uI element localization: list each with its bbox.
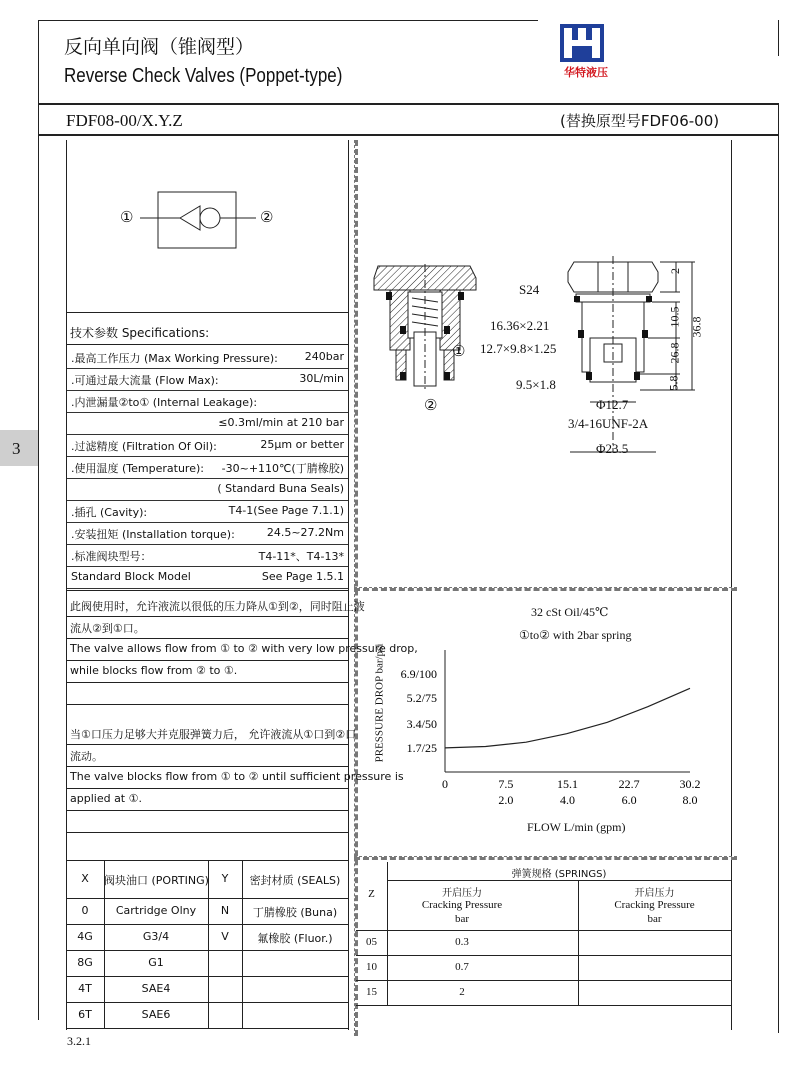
frame-right-lower: [778, 103, 779, 1033]
dim-vertical-36-8: 36.8: [689, 316, 704, 338]
chart-x-tick-label: 7.5: [498, 777, 514, 791]
porting-cell: SAE4: [141, 982, 171, 995]
porting-cell: 丁腈橡胶 (Buna): [252, 906, 338, 919]
symbol-box-bottom: [66, 312, 348, 313]
description-rule: [66, 788, 348, 789]
dim-thread: 3/4-16UNF-2A: [568, 416, 649, 431]
replacement-model: (替换原型号FDF06-00): [560, 112, 720, 130]
chart-x-tick-label-gpm: 6.0: [621, 793, 637, 807]
porting-cell: V: [221, 930, 229, 943]
porting-cell: G3/4: [142, 930, 170, 943]
chart-y-tick-label: 5.2/75: [406, 691, 437, 706]
spec-row: [67, 390, 348, 413]
description-rule: [66, 638, 348, 639]
side-tab-label: 3: [12, 439, 21, 458]
title-cn: 反向单向阀（锥阀型）: [64, 36, 255, 58]
spec-value: T4-11*、T4-13*: [258, 550, 344, 563]
description-line: while blocks flow from ② to ①.: [70, 664, 238, 677]
section-divider-1: [354, 587, 737, 591]
hydraulic-symbol: [120, 190, 290, 250]
porting-header-line: [66, 898, 348, 899]
chart-title: 32 cSt Oil/45℃: [531, 605, 609, 619]
spring-col1-unit: bar: [454, 913, 470, 925]
spec-label: .使用温度 (Temperature):: [71, 462, 204, 475]
chart-x-tick-label-gpm: 4.0: [560, 793, 575, 807]
spring-group-line: [387, 880, 731, 881]
description-rule: [66, 832, 348, 833]
description-line: 当①口压力足够大并克服弹簧力后， 允许液流从①口到②口: [70, 728, 357, 741]
porting-table-top: [66, 860, 348, 861]
spring-z-cell: 15: [366, 986, 377, 998]
description-rule: [66, 766, 348, 767]
spec-label: .内泄漏量②to① (Internal Leakage):: [71, 396, 258, 409]
specs-heading: 技术参数 Specifications:: [70, 326, 210, 340]
spec-value: 30L/min: [299, 372, 344, 385]
spec-row: [67, 346, 348, 369]
spring-col2-en: Cracking Pressure: [614, 899, 695, 911]
spring-col1-en: Cracking Pressure: [421, 899, 503, 911]
porting-cell: G1: [148, 956, 164, 969]
header-divider-bottom: [38, 134, 778, 136]
porting-row-line: [66, 950, 348, 951]
spring-value-cell: 0.7: [455, 961, 469, 973]
chart-x-label: FLOW L/min (gpm): [527, 820, 626, 834]
spec-value: ( Standard Buna Seals): [217, 482, 344, 495]
spring-col1-cn: 开启压力: [442, 888, 482, 899]
porting-cell: Cartridge Olny: [115, 904, 197, 917]
section-port-1: ①: [452, 344, 466, 360]
description-rule: [66, 660, 348, 661]
right-panel-border: [731, 140, 732, 1030]
spring-value-cell: 0.3: [455, 936, 469, 948]
description-line: 流从②到①口。: [70, 622, 145, 635]
spec-label: .可通过最大流量 (Flow Max):: [71, 374, 219, 387]
description-line: The valve blocks flow from ① to ② until sufficient pressure is: [70, 770, 404, 783]
model-code: FDF08-00/X.Y.Z: [66, 111, 183, 130]
spec-row: [67, 412, 348, 435]
dim-diameter-1: Φ12.7: [596, 397, 629, 412]
section-port-2: ②: [424, 398, 438, 414]
dim-seal-3: 9.5×1.8: [516, 377, 556, 392]
chart-x-tick-label: 0: [442, 777, 448, 791]
spec-value: ≤0.3ml/min at 210 bar: [218, 416, 344, 429]
spring-value-cell: 2: [459, 986, 465, 998]
side-tab: [0, 430, 38, 466]
spring-col2-cn: 开启压力: [634, 888, 675, 899]
porting-header: X: [81, 872, 89, 885]
chart-y-tick-label: 6.9/100: [400, 667, 437, 682]
spec-value: See Page 1.5.1: [261, 570, 344, 583]
pressure-drop-chart: [390, 640, 710, 840]
spec-row: [67, 478, 348, 501]
porting-row-line: [66, 976, 348, 977]
spring-header-line: [356, 930, 731, 931]
porting-header: 阀块油口 (PORTING): [104, 874, 209, 887]
chart-x-tick-label-gpm: 2.0: [498, 793, 514, 807]
chart-x-tick-label-gpm: 8.0: [682, 793, 698, 807]
dim-wrench: S24: [519, 282, 540, 297]
spec-label: .标准阀块型号：: [71, 550, 152, 563]
frame-right: [778, 20, 779, 56]
spec-value: -30~+110℃(丁腈橡胶): [221, 462, 344, 475]
specs-heading-line: [66, 344, 348, 345]
spec-row: [67, 368, 348, 391]
description-rule: [66, 744, 348, 745]
spring-z-header: Z: [368, 888, 375, 900]
spring-group-header: 弹簧规格 (SPRINGS): [511, 869, 607, 880]
spec-row: [67, 566, 348, 589]
dim-seal-1: 16.36×2.21: [490, 318, 550, 333]
porting-cell: 4G: [77, 930, 93, 943]
symbol-port-1: ①: [120, 210, 134, 226]
chart-subtitle: ①to② with 2bar spring: [519, 628, 632, 642]
spec-label: .插孔 (Cavity):: [71, 506, 148, 519]
spec-label: .安装扭矩 (Installation torque):: [71, 528, 235, 541]
dim-vertical-10-5: 10.5: [667, 306, 682, 328]
company-logo: [556, 22, 616, 84]
porting-row-line: [66, 924, 348, 925]
description-line: The valve allows flow from ① to ② with very low pressure drop,: [70, 642, 418, 655]
frame-top: [38, 20, 538, 21]
spring-z-cell: 05: [366, 936, 377, 948]
porting-col-line: [348, 860, 349, 1028]
porting-cell: 8G: [77, 956, 93, 969]
spec-row: [67, 522, 348, 545]
spec-label: .最高工作压力 (Max Working Pressure):: [71, 352, 278, 365]
porting-cell: 4T: [78, 982, 92, 995]
porting-row-line: [66, 1028, 348, 1029]
chart-y-tick-label: 3.4/50: [406, 716, 437, 731]
header-divider-top: [38, 103, 778, 105]
porting-cell: N: [220, 904, 230, 917]
porting-row-line: [66, 1002, 348, 1003]
spec-value: T4-1(See Page 7.1.1): [228, 504, 344, 517]
spec-value: 24.5~27.2Nm: [266, 526, 344, 539]
spec-label: .过滤精度 (Filtration Of Oil):: [71, 440, 217, 453]
porting-cell: 0: [81, 904, 89, 917]
chart-x-tick-label: 22.7: [618, 777, 640, 791]
dim-seal-2: 12.7×9.8×1.25: [480, 341, 557, 356]
dim-diameter-2: Φ23.5: [596, 441, 629, 456]
description-line: 流动。: [70, 750, 103, 763]
dimension-drawing: [560, 252, 730, 467]
spring-col2-unit: bar: [647, 913, 662, 925]
porting-cell: 氟橡胶 (Fluor.): [257, 932, 333, 945]
page-number: 3.2.1: [67, 1034, 91, 1048]
spring-row-line: [356, 980, 731, 981]
description-line: applied at ①.: [70, 792, 142, 805]
porting-header: 密封材质 (SEALS): [249, 874, 341, 887]
description-rule: [66, 810, 348, 811]
chart-x-tick-label: 15.1: [557, 777, 578, 791]
chart-y-label: PRESSURE DROP bar/psi: [373, 643, 386, 763]
porting-cell: SAE6: [141, 1008, 171, 1021]
spring-row-line: [356, 1005, 731, 1006]
spec-row: [67, 544, 348, 567]
title-en: Reverse Check Valves (Poppet-type): [64, 65, 343, 87]
spec-value: 240bar: [304, 350, 344, 363]
spec-row: [67, 456, 348, 479]
dim-vertical-26-8: 26.8: [667, 342, 682, 364]
porting-cell: 6T: [78, 1008, 92, 1021]
spring-row-line: [356, 955, 731, 956]
description-rule: [66, 682, 348, 683]
dim-vertical-5-8: 5.8: [666, 375, 681, 391]
spec-label: Standard Block Model: [71, 570, 191, 583]
specs-bottom-line: [66, 590, 348, 591]
description-rule: [66, 704, 348, 705]
spec-value: 25μm or better: [260, 438, 344, 451]
chart-x-tick-label: 30.2: [679, 777, 701, 791]
description-rule: [66, 616, 348, 617]
spec-row: [67, 500, 348, 523]
chart-y-tick-label: 1.7/25: [406, 740, 437, 755]
dim-vertical-2: 2: [668, 268, 682, 274]
chart-series-line: [445, 688, 690, 748]
frame-left: [38, 20, 39, 1020]
symbol-port-2: ②: [260, 210, 274, 226]
description-line: 此阀使用时，允许液流以很低的压力降从①到②，同时阻止液: [70, 600, 365, 613]
spec-row: [67, 434, 348, 457]
spring-z-cell: 10: [366, 961, 377, 973]
porting-header: Y: [221, 872, 229, 885]
section-divider-2: [354, 856, 737, 860]
logo-text: 华特液压: [564, 66, 608, 79]
valve-outline-drawing: [560, 252, 730, 467]
